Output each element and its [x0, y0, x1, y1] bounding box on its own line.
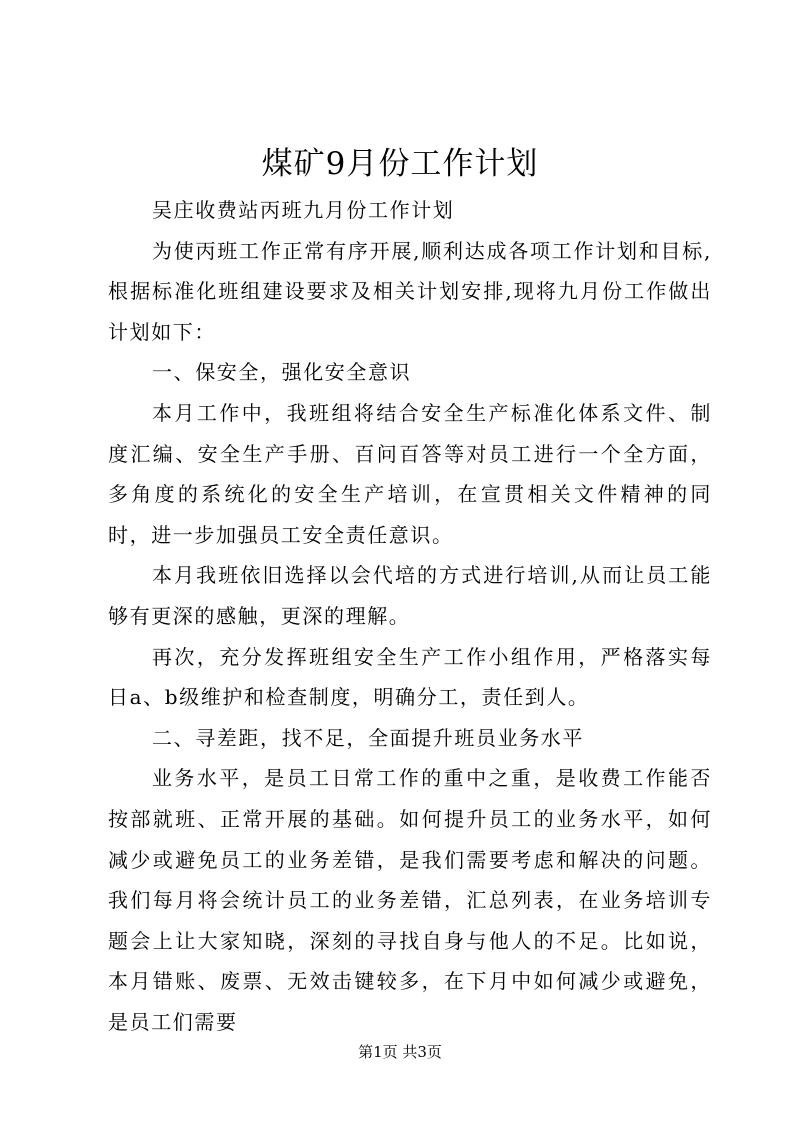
paragraph-safety-group: 再次，充分发挥班组安全生产工作小组作用，严格落实每日a、b级维护和检查制度，明确分工，责任到人。	[108, 644, 712, 710]
document-title: 煤矿9月份工作计划	[261, 146, 539, 182]
paragraph-intro: 为使丙班工作正常有序开展,顺利达成各项工作计划和目标,根据标准化班组建设要求及相关计划安排,现将九月份工作做出计划如下：	[108, 238, 712, 344]
paragraph-safety-training: 本月工作中，我班组将结合安全生产标准化体系文件、制度汇编、安全生产手册、百问百答等对员工进行一个全方面，多角度的系统化的安全生产培训，在宣贯相关文件精神的同时，进一步加强员工安全责任意识。	[108, 400, 712, 547]
section-heading-business: 二、寻差距，找不足，全面提升班员业务水平	[152, 725, 584, 750]
page-footer: 第1页 共3页	[358, 1043, 442, 1061]
paragraph-business-level: 业务水平，是员工日常工作的重中之重，是收费工作能否按部就班、正常开展的基础。如何提升员工的业务水平，如何减少或避免员工的业务差错，是我们需要考虑和解决的问题。我们每月将会统计员工的业务差错，汇总列表，在业务培训专题会上让大家知晓，深刻的寻找自身与他人的不足。比如说，本月错账、废票、无效击键较多，在下月中如何减少或避免，是员工们需要	[108, 766, 712, 1034]
section-heading-safety: 一、保安全，强化安全意识	[152, 360, 412, 385]
paragraph-training-method: 本月我班依旧选择以会代培的方式进行培训,从而让员工能够有更深的感触，更深的理解。	[108, 563, 712, 628]
paragraph-subtitle: 吴庄收费站丙班九月份工作计划	[152, 198, 455, 222]
document-body	[108, 190, 712, 1042]
